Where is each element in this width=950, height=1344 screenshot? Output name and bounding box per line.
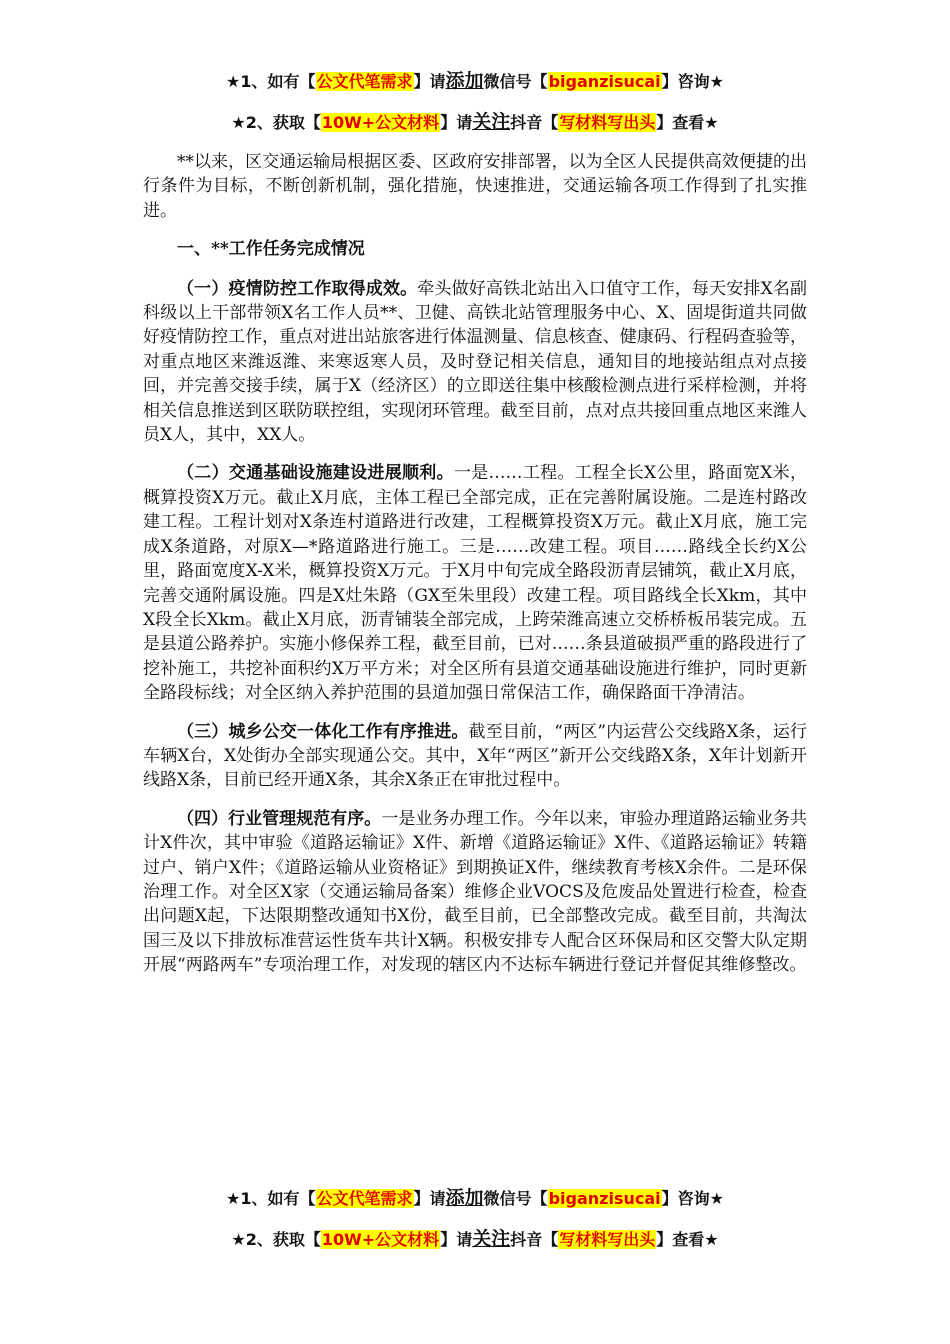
- subsection-title: （一）疫情防控工作取得成效。: [177, 278, 418, 299]
- banner-emphasis: 关注: [472, 111, 511, 133]
- banner-highlight: 10W+公文材料: [321, 1230, 440, 1249]
- banner-text: ★2、获取【: [231, 113, 321, 132]
- banner-text: 抖音【: [510, 113, 559, 132]
- banner-text: 】请: [440, 113, 473, 132]
- banner-text: 】请: [413, 1189, 446, 1208]
- subsection-text: 一是业务办理工作。今年以来，审验办理道路运输业务共计X件次，其中审验《道路运输证》X件、新增《道路运输证》X件、《道路运输证》转籍过户、销户X件；《道路运输从业资格证》到期换证X件，继续教育考核X余件。二是环保治理工作。对全区X家（交通运输局备案）维修企业VOCS及危废品处置进行检查，检查出问题X起，下达限期整改通知书X份，截至目前，已全部整改完成。截至目前，共淘汰国三及以下排放标准营运性货车共计X辆。积极安排专人配合区环保局和区交警大队定期开展“两路两车”专项治理工作，对发现的辖区内不达标车辆进行登记并督促其维修整改。: [143, 808, 808, 976]
- subsection-text: 一是……工程。工程全长X公里，路面宽X米，概算投资X万元。截止X月底，主体工程已全部完成，正在完善附属设施。二是连村路改建工程。工程计划对X条连村道路进行改建，工程概算投资X万元。截止X月底，施工完成X条道路，对原X—*路道路进行施工。三是……改建工程。项目……路线全长约X公里，路面宽度X-X米，概算投资X万元。于X月中旬完成全路段沥青层铺筑，截止X月底，完善交通附属设施。四是X灶朱路（GX至朱里段）改建工程。项目路线全长Xkm，其中X段全长Xkm。截止X月底，沥青铺装全部完成，上跨荣潍高速立交桥桥板吊装完成。五是县道公路养护。实施小修保养工程，截至目前，已对……条县道破损严重的路段进行了挖补施工，共挖补面积约X万平方米；对全区所有县道交通基础设施进行维护，同时更新全路段标线；对全区纳入养护范围的县道加强日常保洁工作，确保路面干净清洁。: [143, 463, 807, 704]
- banner-emphasis: 添加: [445, 1187, 484, 1209]
- banner-text: 抖音【: [510, 1230, 559, 1249]
- banner-highlight: 公文代笔需求: [316, 72, 413, 91]
- banner-highlight: 10W+公文材料: [321, 113, 440, 132]
- banner-highlight: 写材料写出头: [559, 113, 656, 132]
- intro-paragraph: **以来，区交通运输局根据区委、区政府安排部署，以为全区人民提供高效便捷的出行条件为目标，不断创新机制，强化措施，快速推进，交通运输各项工作得到了扎实推进。: [143, 152, 807, 221]
- banner-emphasis: 添加: [445, 70, 484, 92]
- section-heading: 一、**工作任务完成情况: [177, 239, 365, 260]
- banner-highlight: biganzisucai: [548, 1189, 661, 1208]
- promo-banner-top-line1: [0, 69, 950, 94]
- subsection-text: 牵头做好高铁北站出入口值守工作，每天安排X名副科级以上干部带领X名工作人员**、卫健、高铁北站管理服务中心、X、固堤街道共同做好疫情防控工作，重点对进出站旅客进行体温测量、信息核查、健康码、行程码查验等，对重点地区来潍返潍、来寒返寒人员，及时登记相关信息，通知目的地接站组点对点接回，并完善交接手续，属于X（经济区）的立即送往集中核酸检测点进行采样检测，并将相关信息推送到区联防联控组，实现闭环管理。截至目前，点对点共接回重点地区来潍人员X人，其中，XX人。: [143, 278, 807, 446]
- banner-text: 】咨询★: [661, 1189, 724, 1208]
- banner-text: ★2、获取【: [231, 1230, 321, 1249]
- banner-highlight: 公文代笔需求: [316, 1189, 413, 1208]
- banner-text: 】查看★: [656, 113, 719, 132]
- banner-emphasis: 关注: [472, 1228, 511, 1250]
- subsection-text: 截至目前，“两区”内运营公交线路X条，运行车辆X台，X处街办全部实现通公交。其中，X年“两区”新开公交线路X条，X年计划新开线路X条，目前已经开通X条，其余X条正在审批过程中。: [143, 721, 808, 791]
- section-paragraph-2: [143, 461, 807, 705]
- promo-banner-bottom-line2: [0, 1227, 950, 1252]
- subsection-title: （二）交通基础设施建设进展顺利。: [177, 463, 454, 484]
- banner-text: 】请: [440, 1230, 473, 1249]
- banner-highlight: biganzisucai: [548, 72, 661, 91]
- subsection-title: （四）行业管理规范有序。: [177, 808, 382, 829]
- banner-highlight: 写材料写出头: [559, 1230, 656, 1249]
- subsection-title: （三）城乡公交一体化工作有序推进。: [177, 721, 469, 742]
- banner-text: 微信号【: [483, 1189, 548, 1208]
- banner-text: 微信号【: [483, 72, 548, 91]
- section-paragraph-1: [143, 277, 807, 448]
- section-paragraph-4: [143, 807, 807, 978]
- promo-banner-top-line2: [0, 110, 950, 135]
- banner-text: 】请: [413, 72, 446, 91]
- banner-text: ★1、如有【: [226, 1189, 316, 1208]
- banner-text: 】查看★: [656, 1230, 719, 1249]
- section-paragraph-3: [143, 720, 807, 793]
- banner-text: ★1、如有【: [226, 72, 316, 91]
- document-body: [143, 150, 807, 992]
- banner-text: 】咨询★: [661, 72, 724, 91]
- promo-banner-bottom-line1: [0, 1186, 950, 1211]
